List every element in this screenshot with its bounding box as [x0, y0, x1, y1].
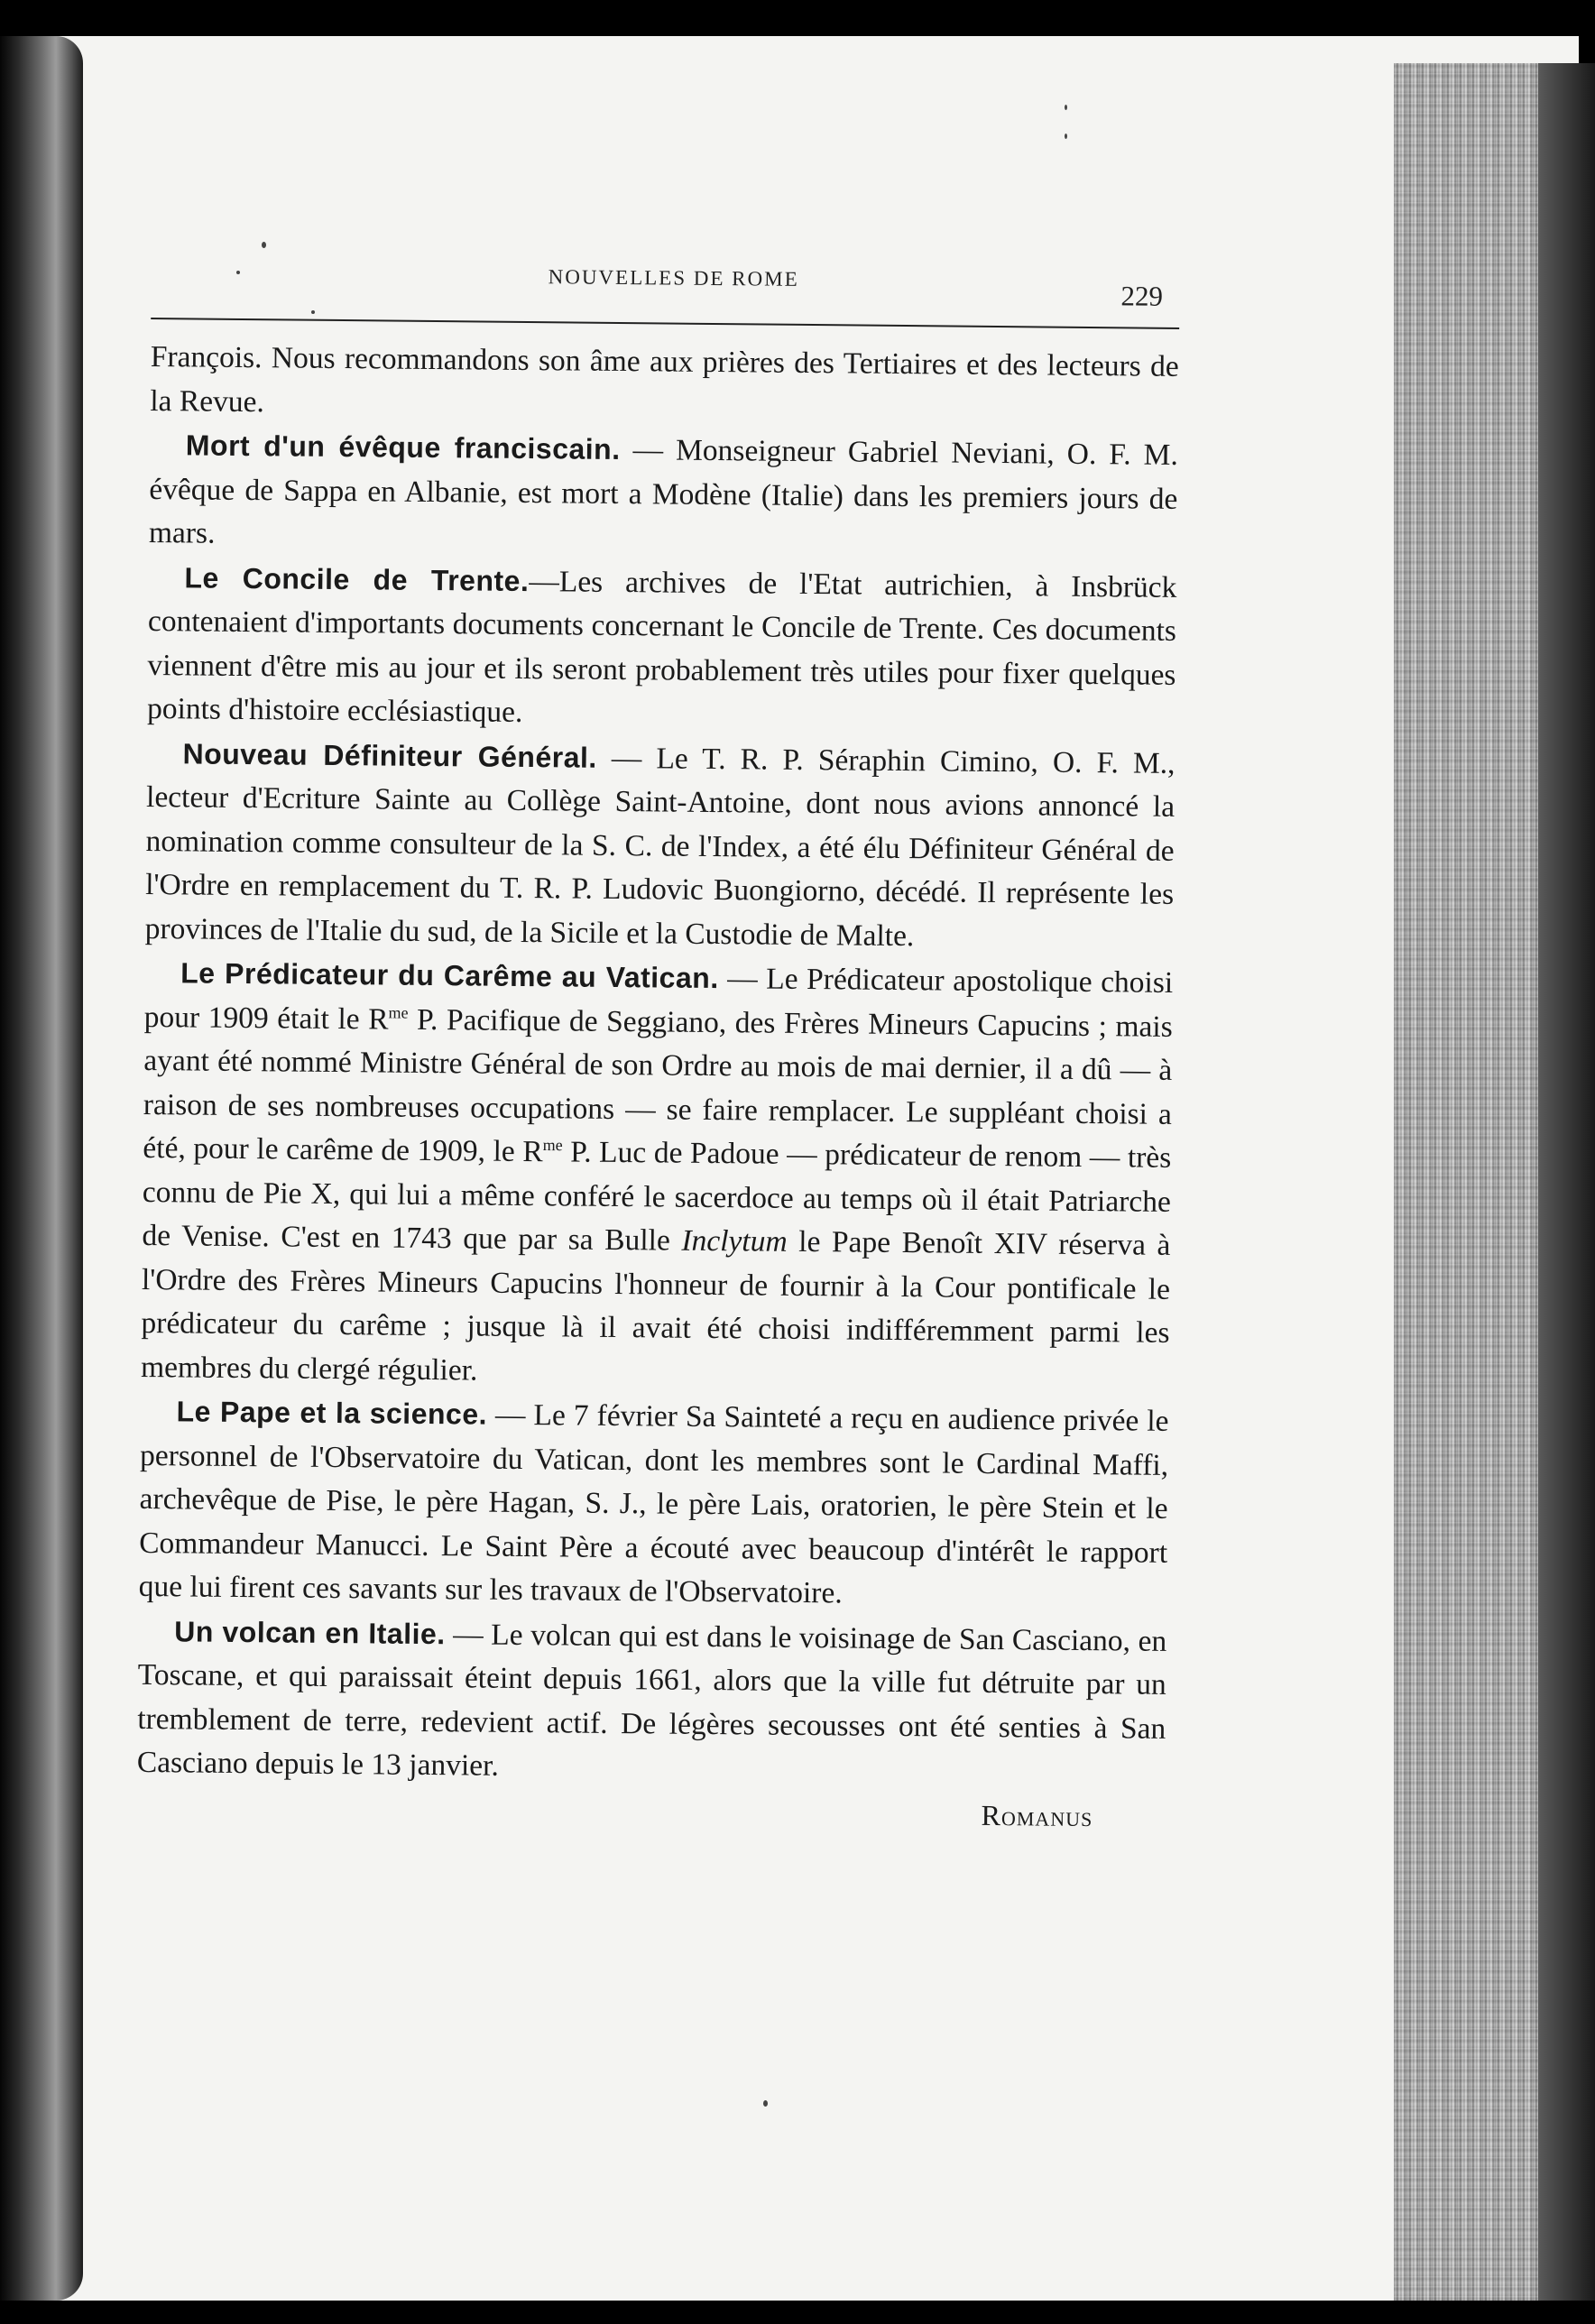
- paragraph-text: François. Nous recommandons son âme aux prières des Tertiaires et des lecteurs de la Revue.: [150, 339, 1179, 419]
- ink-speck: [1065, 105, 1067, 110]
- page-text-block: [136, 244, 1180, 1838]
- book-binding: [0, 36, 83, 2301]
- italic-title: Inclytum: [681, 1223, 788, 1259]
- page-fore-edge: [1394, 63, 1538, 2301]
- article-body: [136, 336, 1179, 1838]
- paragraph-text: le Pape Benoît XIV réserva à l'Ordre des Frères Mineurs Capucins l'honneur de fournir à la Cour pontificale le prédicateur du carême ; jusque là il avait été choisi indifféremment parmi les membres du clergé régulier.: [140, 1224, 1171, 1388]
- paragraph-continuation: [150, 336, 1179, 433]
- superscript: me: [388, 1002, 409, 1022]
- paragraph-volcano: [137, 1609, 1167, 1794]
- paragraph-pope-science: [138, 1389, 1168, 1618]
- header-rule: [151, 318, 1179, 329]
- ink-speck: [763, 2100, 768, 2107]
- paragraph-text: — Le Prédicateur apostolique choisi pour 1909 était le R: [143, 962, 1174, 1037]
- page-number: 229: [1120, 280, 1164, 312]
- paragraph-heading: Le Prédicateur du Carême au Vatican.: [180, 956, 719, 995]
- paragraph-text: —Les archives de l'Etat autrichien, à Insbrück contenaient d'importants documents concernant le Concile de Trente. Ces documents viennent d'être mis au jour et ils seront probablement très utiles pour fixer quelques points d'histoire ecclésiastique.: [146, 564, 1177, 729]
- running-title: NOUVELLES DE ROME: [548, 265, 799, 290]
- paragraph-text: P. Pacifique de Seggiano, des Frères Mineurs Capucins ; mais ayant été nommé Ministre Général de son Ordre au mois de mai dernier, il a dû — à raison de ses nombreuses occupations — se faire remplacer. Le suppléant choisi a été, pour le carême de 1909, le R: [143, 1002, 1173, 1169]
- paragraph-heading: Nouveau Définiteur Général.: [182, 736, 597, 774]
- paragraph-text: — Le T. R. P. Séraphin Cimino, O. F. M., lecteur d'Ecriture Sainte au Collège Saint-Antoine, dont nous avions annoncé la nomination comme consulteur de la S. C. de l'Index, a été élu Définiteur Général de l'Ordre en remplacement du T. R. P. Ludovic Buongiorno, décédé. Il représente les provinces de l'Italie du sud, de la Sicile et la Custodie de Malte.: [144, 741, 1176, 953]
- paragraph-council-trent: [147, 555, 1177, 741]
- paragraph-lent-preacher: [141, 951, 1174, 1399]
- paragraph-heading: Mort d'un évêque franciscain.: [185, 429, 621, 466]
- right-edge-shadow: [1538, 63, 1595, 2301]
- paragraph-text: P. Luc de Padoue — prédicateur de renom — très connu de Pie X, qui lui a même conféré le sacerdoce au temps où il était Patriarche de Venise. C'est en 1743 que par sa Bulle: [142, 1135, 1172, 1258]
- author-signature: Romanus: [981, 1798, 1093, 1832]
- paragraph-heading: Un volcan en Italie.: [174, 1614, 446, 1650]
- paragraph-definitor: [144, 731, 1175, 960]
- paragraph-heading: Le Concile de Trente.: [184, 560, 530, 597]
- paragraph-heading: Le Pape et la science.: [176, 1395, 488, 1431]
- paragraph-text: — Le 7 février Sa Sainteté a reçu en audience privée le personnel de l'Observatoire du Vatican, dont les membres sont le Cardinal Maffi, archevêque de Pise, le père Hagan, S. J., le père Lais, oratorien, le père Stein et le Commandeur Manucci. Le Saint Père a écouté avec beaucoup d'intérêt le rapport que lui firent ces savants sur les travaux de l'Observatoire.: [138, 1397, 1169, 1610]
- paragraph-text: — Le volcan qui est dans le voisinage de San Casciano, en Toscane, et qui paraissait éteint depuis 1661, alors que la ville fut détruite par un tremblement de terre, redevient actif. De légères secousses ont été senties à San Casciano depuis le 13 janvier.: [136, 1617, 1167, 1783]
- paragraph-bishop-death: [149, 423, 1178, 565]
- running-head: [151, 244, 1180, 312]
- paragraph-text: — Monseigneur Gabriel Neviani, O. F. M. évêque de Sappa en Albanie, est mort a Modène (Italie) dans les premiers jours de mars.: [148, 432, 1178, 550]
- ink-speck: [1065, 134, 1067, 139]
- superscript: me: [542, 1136, 563, 1155]
